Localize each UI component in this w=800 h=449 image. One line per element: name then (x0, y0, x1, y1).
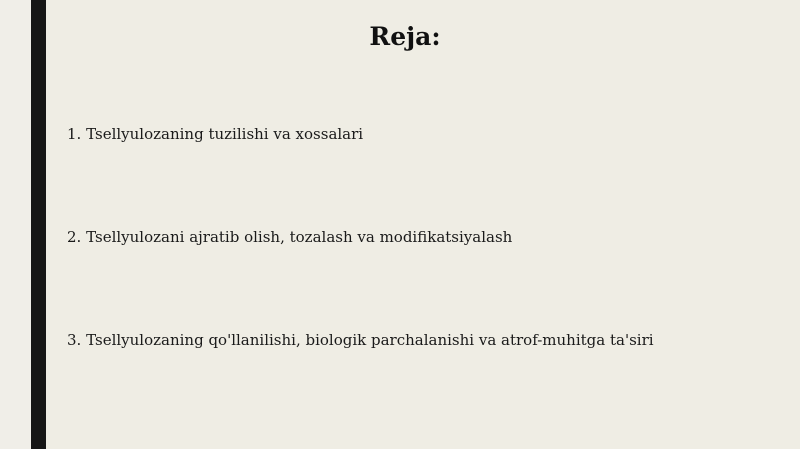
plan-item-2: 2. Tsellyulozani ajratib olish, tozalash va modifikatsiyalash (67, 228, 513, 246)
slide-title: Reja: (369, 22, 441, 51)
plan-item-3: 3. Tsellyulozaning qo'llanilishi, biologik parchalanishi va atrof-muhitga ta'siri (67, 331, 654, 349)
slide-left-margin (0, 0, 31, 449)
slide-content (46, 0, 800, 449)
plan-item-1: 1. Tsellyulozaning tuzilishi va xossalari (67, 125, 364, 143)
slide-accent-bar (31, 0, 46, 449)
